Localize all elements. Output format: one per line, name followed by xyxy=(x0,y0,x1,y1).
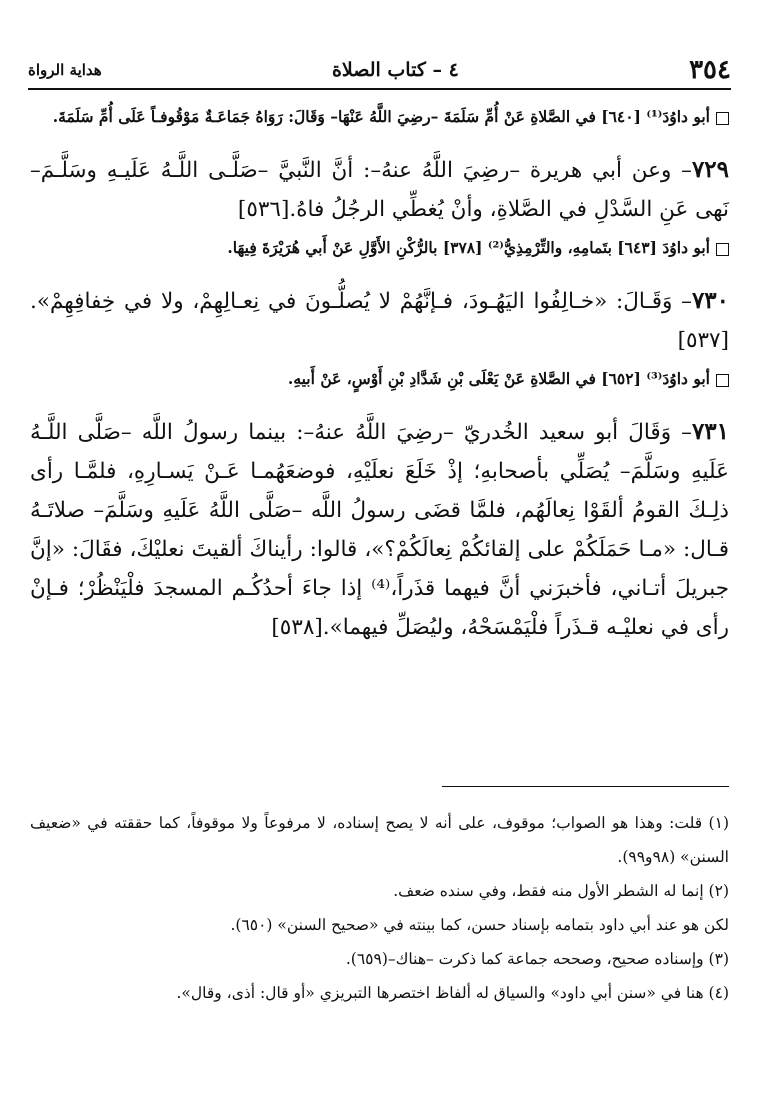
source-text: أبو داوُدَ⁽³⁾ [٦٥٢] في الصَّلاةِ عَنْ يَعْلَى بْنِ شَدَّادِ بْنِ أَوْسٍ، عَنْ أَبيهِ. xyxy=(287,369,710,388)
square-bullet-icon xyxy=(716,374,729,387)
footnote-divider xyxy=(442,786,729,787)
book-title: هداية الرواة xyxy=(28,61,102,79)
hadith-text: – وَقَالَ أبو سعيد الخُدريّ –رضِيَ اللَّهُ عنهُ–: بينما رسولُ اللَّه –صَلَّى اللَّـهُ عَلَيهِ وسَلَّمَ– يُصَلِّي بأصحابهِ؛ إذْ خَلَعَ نعلَيْهِ، فوضعَهُمـا عَـنْ يَسـارِهِ، فلمَّـا رأى ذلِـكَ القومُ ألقَوْا نِعالَهُم، فلمَّا قضَى رسولُ اللَّه –صَلَّى اللَّهُ عَلَيهِ وسَلَّمَ– صلاتَـهُ قـال: «مـا حَمَلَكُمْ على إلقائكُمْ نِعالَكُمْ؟»، قالوا: رأيناكَ ألقيتَ نعليْكَ، فقَالَ: «إنَّ جبريلَ أتـاني، فأخبرَني أنَّ فيهما قذَراً،⁽⁴⁾ إذا جاءَ أحدُكُـم المسجدَ فلْيَنْظُرْ؛ فـإنْ رأى في نعليْـه قـذَراً فلْيَمْسَحْهُ، وليُصَلِّ فيهما». xyxy=(30,420,729,640)
hadith-ref: [٥٣٧] xyxy=(677,328,729,353)
hadith-ref: [٥٣٨] xyxy=(271,615,323,640)
page-number: ٣٥٤ xyxy=(689,55,731,85)
source-text: أبو داوُدَ [٦٤٣] بتَمامِهِ، والتِّرْمِذِيُّ⁽²⁾ [٣٧٨] بالرُّكْنِ الأَوَّلِ عَنْ أَبي هُرَيْرَةَ فِيهَا. xyxy=(227,238,710,257)
hadith-number: ٧٢٩ xyxy=(691,156,729,183)
footnotes xyxy=(30,806,729,1010)
source-note xyxy=(30,100,729,134)
source-note xyxy=(30,231,729,265)
footnote: (١) قلت: وهذا هو الصواب؛ موقوف، على أنه لا يصح إسناده، لا مرفوعاً ولا موقوفاً، كما حققته في «ضعيف السنن» (٩٨و٩٩). xyxy=(30,814,729,866)
square-bullet-icon xyxy=(716,243,729,256)
footnote: (٤) هنا في «سنن أبي داود» والسياق له ألفاظ اختصرها التبريزي «أو قال: أذى، وقال». xyxy=(176,984,729,1002)
hadith-number: ٧٣١ xyxy=(691,418,729,445)
running-header xyxy=(28,52,731,90)
footnote: (٣) وإسناده صحيح، وصححه جماعة كما ذكرت –هناك–(٦٥٩). xyxy=(345,950,729,968)
square-bullet-icon xyxy=(716,112,729,125)
source-note xyxy=(30,362,729,396)
hadith-number: ٧٣٠ xyxy=(691,287,729,314)
main-text xyxy=(30,100,729,649)
hadith-text: – وعن أبي هريرة –رضِيَ اللَّهُ عنهُ–: أنَّ النَّبيَّ –صَلَّـى اللَّـهُ عَلَيـهِ وسَلَّـمَ– نَهى عَنِ السَّدْلِ في الصَّلاةِ، وأنْ يُغطِّي الرجُلُ فاهُ. xyxy=(30,158,729,222)
chapter-title: ٤ – كتاب الصلاة xyxy=(331,59,459,81)
hadith-729 xyxy=(30,150,729,229)
footnote: لكن هو عند أبي داود بتمامه بإسناد حسن، كما بينته في «صحيح السنن» (٦٥٠). xyxy=(230,916,729,934)
hadith-ref: [٥٣٦] xyxy=(237,197,290,222)
footnote: (٢) إنما له الشطر الأول منه فقط، وفي سنده ضعف. xyxy=(393,882,729,900)
hadith-text: – وَقَـالَ: «خـالِفُوا اليَهُـودَ، فـإنَّهُمْ لا يُصلُّـونَ في نِعـالِهِمْ، ولا في خِفافِهِمْ». xyxy=(30,289,692,314)
source-text: أبو داوُدَ⁽¹⁾ [٦٤٠] في الصَّلاةِ عَنْ أُمِّ سَلَمَةَ –رضِيَ اللَّهُ عَنْهَا– وَقَالَ: رَوَاهُ جَمَاعَـةٌ مَوْقُوفـاً عَلَى أُمِّ سَلَمَةَ. xyxy=(52,107,710,126)
hadith-730 xyxy=(30,281,729,360)
hadith-731 xyxy=(30,412,729,647)
